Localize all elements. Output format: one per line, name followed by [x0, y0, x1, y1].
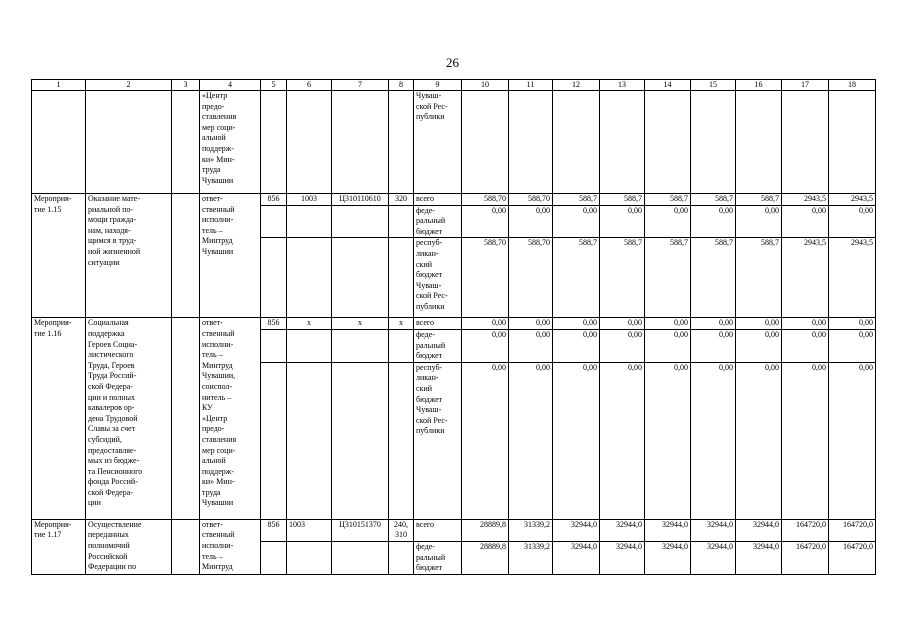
value-cell: 32944,0	[736, 519, 782, 541]
column-header: 10	[462, 80, 509, 91]
value-cell: 0,00	[645, 205, 691, 238]
funding-source-cell: Чуваш- ской Рес- публики	[414, 91, 462, 194]
value-cell: 588,7	[553, 238, 600, 318]
value-cell: 164720,0	[782, 519, 829, 541]
value-cell: 32944,0	[553, 541, 600, 574]
value-cell: 0,00	[829, 362, 876, 519]
value-cell: 0,00	[736, 205, 782, 238]
value-cell: 0,00	[736, 362, 782, 519]
value-cell: 588,70	[509, 194, 553, 206]
value-cell: 32944,0	[736, 541, 782, 574]
value-cell: 28889,8	[462, 519, 509, 541]
value-cell: 588,7	[691, 238, 736, 318]
value-cell: 0,00	[600, 329, 645, 362]
executor-cell: «Центр предо- ставления мер соци- альной поддерж- ки» Мин- труда Чувашии	[200, 91, 261, 194]
value-cell: 588,7	[553, 194, 600, 206]
value-cell: 28889,8	[462, 541, 509, 574]
value-cell: 588,70	[509, 238, 553, 318]
value-cell: 32944,0	[600, 519, 645, 541]
value-cell: 164720,0	[829, 541, 876, 574]
value-cell: 2943,5	[782, 194, 829, 206]
vr-cell: 320	[389, 194, 414, 206]
column-header: 6	[287, 80, 332, 91]
value-cell: 0,00	[509, 329, 553, 362]
column-header: 17	[782, 80, 829, 91]
value-cell: 0,00	[509, 362, 553, 519]
value-cell: 588,7	[691, 194, 736, 206]
column-header: 5	[261, 80, 287, 91]
column-header: 13	[600, 80, 645, 91]
continuation-row	[32, 91, 876, 194]
value-cell: 0,00	[691, 318, 736, 330]
executor-cell: ответ- ственный исполни- тель – Минтруд Чувашии	[200, 194, 261, 318]
budget-table	[31, 79, 876, 575]
value-cell: 0,00	[829, 318, 876, 330]
funding-source-cell: феде- ральный бюджет	[414, 205, 462, 238]
measure-description: Оказание мате- риальной по- мощи гражда- нам, находя- щимся в труд- ной жизненной ситуации	[86, 194, 172, 318]
funding-source-cell: всего	[414, 194, 462, 206]
value-cell: 0,00	[509, 318, 553, 330]
value-cell: 0,00	[736, 318, 782, 330]
value-cell: 2943,5	[829, 194, 876, 206]
rzpr-cell: 1003	[287, 194, 332, 206]
value-cell: 588,7	[736, 238, 782, 318]
value-cell: 0,00	[691, 329, 736, 362]
rzpr-cell: 1003	[287, 519, 332, 541]
value-cell: 0,00	[691, 205, 736, 238]
column-header: 12	[553, 80, 600, 91]
value-cell: 32944,0	[645, 541, 691, 574]
value-cell: 588,7	[600, 238, 645, 318]
csr-cell: Ц310110610	[332, 194, 389, 206]
value-cell: 164720,0	[782, 541, 829, 574]
grbs-cell: 856	[261, 318, 287, 330]
rzpr-cell: x	[287, 318, 332, 330]
value-cell: 2943,5	[782, 238, 829, 318]
funding-source-cell: всего	[414, 519, 462, 541]
value-cell: 0,00	[553, 318, 600, 330]
value-cell: 32944,0	[553, 519, 600, 541]
value-cell: 588,7	[736, 194, 782, 206]
value-cell: 0,00	[600, 362, 645, 519]
executor-cell: ответ- ственный исполни- тель – Минтруд Чувашии, соиспол- нитель – КУ «Центр предо- ставления мер соци- альной поддерж- ки» Мин- труда Чувашии	[200, 318, 261, 519]
column-header: 15	[691, 80, 736, 91]
value-cell: 0,00	[509, 205, 553, 238]
value-cell: 0,00	[553, 362, 600, 519]
value-cell: 32944,0	[645, 519, 691, 541]
value-cell: 0,00	[645, 329, 691, 362]
value-cell: 0,00	[600, 318, 645, 330]
column-header: 2	[86, 80, 172, 91]
value-cell: 588,7	[645, 238, 691, 318]
funding-source-cell: всего	[414, 318, 462, 330]
column-header: 8	[389, 80, 414, 91]
value-cell: 0,00	[645, 318, 691, 330]
value-cell: 31339,2	[509, 519, 553, 541]
measure-1-15-row-total	[32, 194, 876, 206]
csr-cell: x	[332, 318, 389, 330]
column-header: 3	[172, 80, 200, 91]
csr-cell: Ц310151370	[332, 519, 389, 541]
value-cell: 32944,0	[600, 541, 645, 574]
column-header: 9	[414, 80, 462, 91]
value-cell: 31339,2	[509, 541, 553, 574]
measure-1-17-row-total	[32, 519, 876, 541]
value-cell: 0,00	[691, 362, 736, 519]
value-cell: 32944,0	[691, 541, 736, 574]
value-cell: 0,00	[462, 318, 509, 330]
funding-source-cell: феде- ральный бюджет	[414, 329, 462, 362]
value-cell: 2943,5	[829, 238, 876, 318]
value-cell: 588,7	[645, 194, 691, 206]
value-cell: 588,7	[600, 194, 645, 206]
measure-name: Мероприя- тие 1.17	[32, 519, 86, 574]
value-cell: 0,00	[782, 205, 829, 238]
grbs-cell: 856	[261, 519, 287, 541]
column-header: 7	[332, 80, 389, 91]
value-cell: 0,00	[829, 205, 876, 238]
value-cell: 0,00	[600, 205, 645, 238]
column-header: 14	[645, 80, 691, 91]
value-cell: 588,70	[462, 194, 509, 206]
column-header: 1	[32, 80, 86, 91]
column-header: 18	[829, 80, 876, 91]
measure-name: Мероприя- тие 1.15	[32, 194, 86, 318]
measure-name: Мероприя- тие 1.16	[32, 318, 86, 519]
value-cell: 32944,0	[691, 519, 736, 541]
value-cell: 0,00	[462, 362, 509, 519]
vr-cell: x	[389, 318, 414, 330]
column-header: 4	[200, 80, 261, 91]
value-cell: 0,00	[553, 205, 600, 238]
funding-source-cell: респуб- ликан- ский бюджет Чуваш- ской Рес- публики	[414, 362, 462, 519]
executor-cell: ответ- ственный исполни- тель – Минтруд	[200, 519, 261, 574]
value-cell: 0,00	[782, 329, 829, 362]
value-cell: 0,00	[553, 329, 600, 362]
value-cell: 0,00	[782, 362, 829, 519]
funding-source-cell: респуб- ликан- ский бюджет Чуваш- ской Рес- публики	[414, 238, 462, 318]
column-number-row	[32, 80, 876, 91]
funding-source-cell: феде- ральный бюджет	[414, 541, 462, 574]
value-cell: 0,00	[462, 205, 509, 238]
column-header: 16	[736, 80, 782, 91]
value-cell: 0,00	[645, 362, 691, 519]
value-cell: 0,00	[462, 329, 509, 362]
value-cell: 588,70	[462, 238, 509, 318]
value-cell: 0,00	[782, 318, 829, 330]
value-cell: 0,00	[829, 329, 876, 362]
vr-cell: 240, 310	[389, 519, 414, 541]
column-header: 11	[509, 80, 553, 91]
value-cell: 164720,0	[829, 519, 876, 541]
measure-description: Осуществление переданных полномочий Российской Федерации по	[86, 519, 172, 574]
measure-description: Социальная поддержка Героев Социа- листического Труда, Героев Труда Россий- ской Федера- ции и полных кавалеров ор- дена Трудовой Славы за счет субсидий, предоставляе- мых из бюдже- та Пенсионного фонда Россий- ской Федера- ции	[86, 318, 172, 519]
value-cell: 0,00	[736, 329, 782, 362]
page-number: 26	[446, 55, 459, 70]
grbs-cell: 856	[261, 194, 287, 206]
measure-1-16-row-total	[32, 318, 876, 330]
